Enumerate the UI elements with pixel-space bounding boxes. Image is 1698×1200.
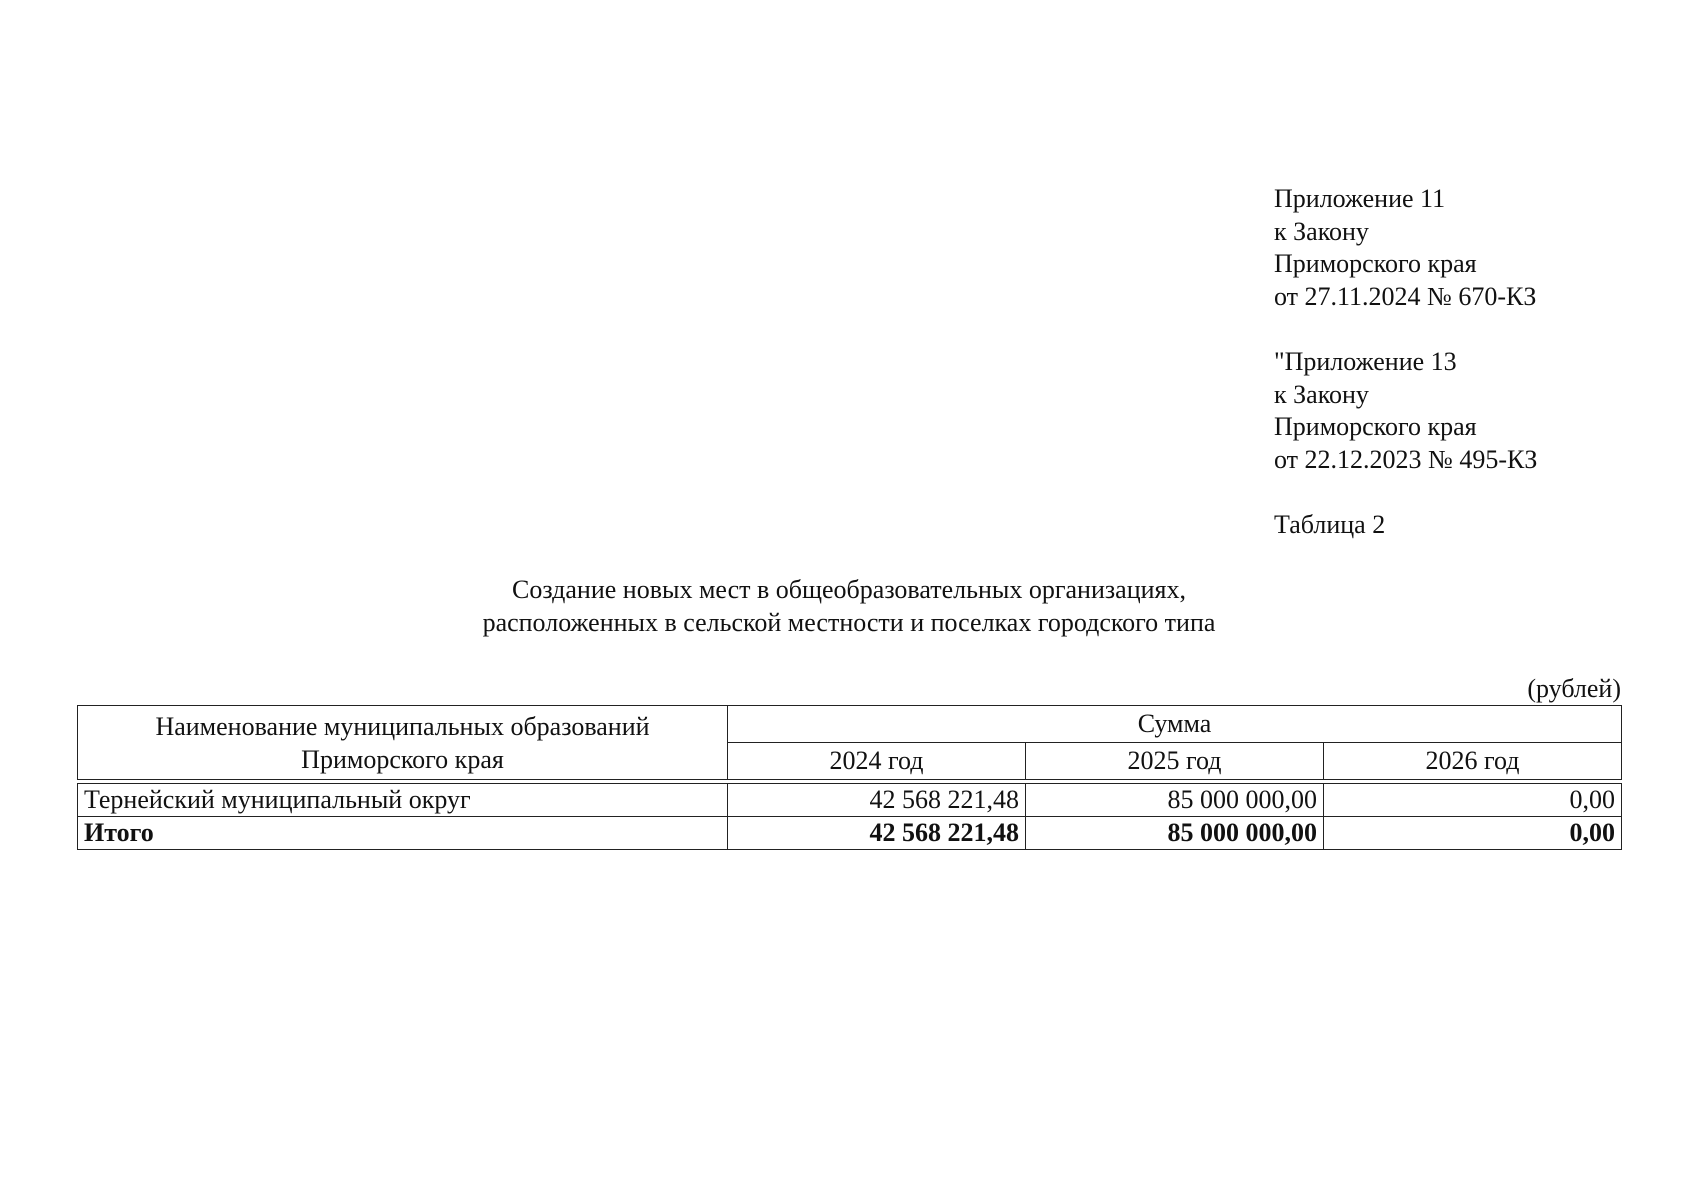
units-label: (рублей) <box>1527 674 1621 703</box>
table-header-row <box>78 706 1622 743</box>
amount-cell: 0,00 <box>1324 784 1622 817</box>
municipality-header-line: Наименование муниципальных образований <box>155 711 650 741</box>
appendix-13-line: к Закону <box>1274 379 1369 409</box>
document-title-line: Создание новых мест в общеобразовательных организациях, <box>512 575 1186 604</box>
document-title <box>0 574 1698 639</box>
municipality-column-header <box>78 706 728 780</box>
total-label-cell: Итого <box>78 817 728 850</box>
total-amount-cell: 0,00 <box>1324 817 1622 850</box>
appendix-11-line: к Закону <box>1274 216 1369 246</box>
appendix-13-line: от 22.12.2023 № 495-КЗ <box>1274 444 1538 474</box>
total-amount-cell: 42 568 221,48 <box>728 817 1026 850</box>
budget-table <box>77 705 1622 850</box>
appendix-13-line: "Приложение 13 <box>1274 347 1457 376</box>
table-total-row <box>78 817 1622 850</box>
amount-cell: 85 000 000,00 <box>1026 784 1324 817</box>
municipality-name-cell: Тернейский муниципальный округ <box>78 784 728 817</box>
appendix-11-line: от 27.11.2024 № 670-КЗ <box>1274 281 1537 311</box>
year-column-header: 2024 год <box>728 743 1026 780</box>
appendix-11-line: Приложение 11 <box>1274 184 1446 213</box>
appendix-11-line: Приморского края <box>1274 249 1477 278</box>
municipality-header-line: Приморского края <box>301 744 504 774</box>
appendix-13-line: Приморского края <box>1274 412 1477 441</box>
amount-cell: 42 568 221,48 <box>728 784 1026 817</box>
sum-column-header: Сумма <box>728 706 1622 743</box>
table-caption: Таблица 2 <box>1274 510 1386 539</box>
year-column-header: 2026 год <box>1324 743 1622 780</box>
total-amount-cell: 85 000 000,00 <box>1026 817 1324 850</box>
document-title-line: расположенных в сельской местности и поселках городского типа <box>482 607 1216 637</box>
year-column-header: 2025 год <box>1026 743 1324 780</box>
appendix-11-block <box>1274 183 1536 313</box>
table-row <box>78 784 1622 817</box>
appendix-13-block <box>1274 346 1537 476</box>
